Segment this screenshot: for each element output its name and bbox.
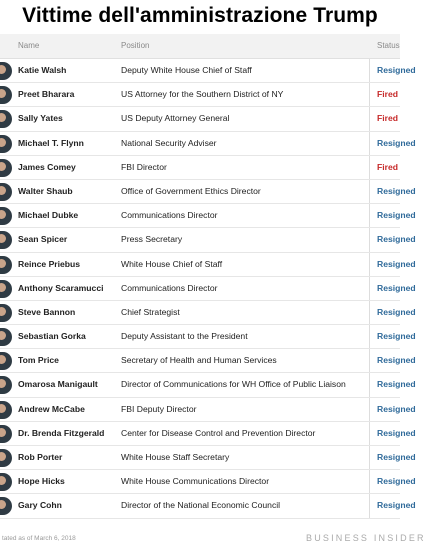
table-row <box>0 422 416 446</box>
cell-status: Resigned <box>377 137 416 148</box>
footer-brand: BUSINESS INSIDER <box>306 533 426 543</box>
cell-status: Resigned <box>377 306 416 317</box>
cell-position: Communications Director <box>121 210 218 221</box>
cell-position: Communications Director <box>121 282 218 293</box>
cell-status: Resigned <box>377 500 416 511</box>
cell-status: Resigned <box>377 234 416 245</box>
cell-name: Anthony Scaramucci <box>18 282 104 293</box>
avatar <box>0 449 12 467</box>
cell-name: Reince Priebus <box>18 258 81 269</box>
avatar <box>0 159 12 177</box>
cell-name: Gary Cohn <box>18 500 62 511</box>
cell-position: White House Communications Director <box>121 476 270 487</box>
cell-name: Michael Dubke <box>18 210 79 221</box>
cell-position: Director of the National Economic Council <box>121 500 281 511</box>
avatar <box>0 473 12 491</box>
cell-name: Michael T. Flynn <box>18 137 84 148</box>
cell-status: Fired <box>377 113 399 124</box>
table-row <box>0 228 416 252</box>
column-header-position: Position <box>121 41 150 50</box>
avatar <box>0 183 12 201</box>
avatar <box>0 376 12 394</box>
avatar <box>0 401 12 419</box>
table-row <box>0 349 416 373</box>
cell-name: Sebastian Gorka <box>18 331 86 342</box>
cell-status: Resigned <box>377 379 416 390</box>
cell-status: Resigned <box>377 185 416 196</box>
cell-name: Steve Bannon <box>18 306 76 317</box>
table-body <box>0 59 416 519</box>
column-header-name: Name <box>18 41 40 50</box>
cell-name: Sally Yates <box>18 113 63 124</box>
table-row <box>0 494 416 518</box>
cell-name: Omarosa Manigault <box>18 379 98 390</box>
cell-status: Resigned <box>377 427 416 438</box>
avatar <box>0 352 12 370</box>
cell-position: Center for Disease Control and Prevention Director <box>121 427 316 438</box>
avatar <box>0 207 12 225</box>
table-row <box>0 301 416 325</box>
avatar <box>0 328 12 346</box>
cell-name: Dr. Brenda Fitzgerald <box>18 427 105 438</box>
avatar <box>0 256 12 274</box>
cell-position: Office of Government Ethics Director <box>121 185 261 196</box>
cell-position: White House Chief of Staff <box>121 258 223 269</box>
avatar <box>0 497 12 515</box>
cell-position: National Security Adviser <box>121 137 217 148</box>
column-header-status: Status <box>377 41 400 50</box>
footer-note: tated as of March 6, 2018 <box>2 535 76 542</box>
cell-status: Resigned <box>377 355 416 366</box>
cell-position: US Attorney for the Southern District of NY <box>121 89 284 100</box>
avatar <box>0 62 12 80</box>
avatar <box>0 86 12 104</box>
cell-status: Resigned <box>377 258 416 269</box>
cell-name: Preet Bharara <box>18 89 75 100</box>
avatar <box>0 425 12 443</box>
cell-status: Fired <box>377 89 399 100</box>
avatar <box>0 231 12 249</box>
cell-status: Fired <box>377 161 399 172</box>
cell-status: Resigned <box>377 331 416 342</box>
cell-name: Katie Walsh <box>18 65 67 75</box>
table-row <box>0 398 416 422</box>
table-row <box>0 59 416 83</box>
cell-position: White House Staff Secretary <box>121 452 230 462</box>
cell-status: Resigned <box>377 452 416 462</box>
cell-name: Hope Hicks <box>18 476 65 487</box>
staff-table <box>0 34 416 519</box>
avatar <box>0 110 12 128</box>
avatar <box>0 135 12 153</box>
cell-position: Secretary of Health and Human Services <box>121 355 277 366</box>
page-title: Vittime dell'amministrazione Trump <box>22 4 378 27</box>
cell-name: James Comey <box>18 161 76 172</box>
cell-status: Resigned <box>377 282 416 293</box>
cell-position: Press Secretary <box>121 234 183 245</box>
table-row <box>0 253 416 277</box>
cell-name: Andrew McCabe <box>18 403 85 414</box>
cell-position: US Deputy Attorney General <box>121 113 230 124</box>
table-row <box>0 180 416 204</box>
cell-name: Rob Porter <box>18 452 63 462</box>
cell-status: Resigned <box>377 65 416 75</box>
cell-name: Walter Shaub <box>18 185 73 196</box>
table-header <box>0 34 400 59</box>
table-row <box>0 83 400 107</box>
avatar <box>0 304 12 322</box>
cell-position: Director of Communications for WH Office of Public Liaison <box>121 379 346 390</box>
table-row <box>0 470 416 494</box>
table-row <box>0 325 416 349</box>
cell-name: Tom Price <box>18 355 59 366</box>
cell-status: Resigned <box>377 403 416 414</box>
table-row <box>0 373 416 397</box>
cell-position: FBI Director <box>121 161 167 172</box>
table-row <box>0 156 400 180</box>
table-row <box>0 132 416 156</box>
table-row <box>0 277 416 301</box>
cell-position: Deputy White House Chief of Staff <box>121 65 252 75</box>
cell-position: Deputy Assistant to the President <box>121 331 248 342</box>
cell-position: Chief Strategist <box>121 306 180 317</box>
cell-status: Resigned <box>377 476 416 487</box>
cell-status: Resigned <box>377 210 416 221</box>
table-row <box>0 446 416 470</box>
table-row <box>0 204 416 228</box>
cell-position: FBI Deputy Director <box>121 403 197 414</box>
cell-name: Sean Spicer <box>18 234 68 245</box>
table-row <box>0 107 400 131</box>
avatar <box>0 280 12 298</box>
